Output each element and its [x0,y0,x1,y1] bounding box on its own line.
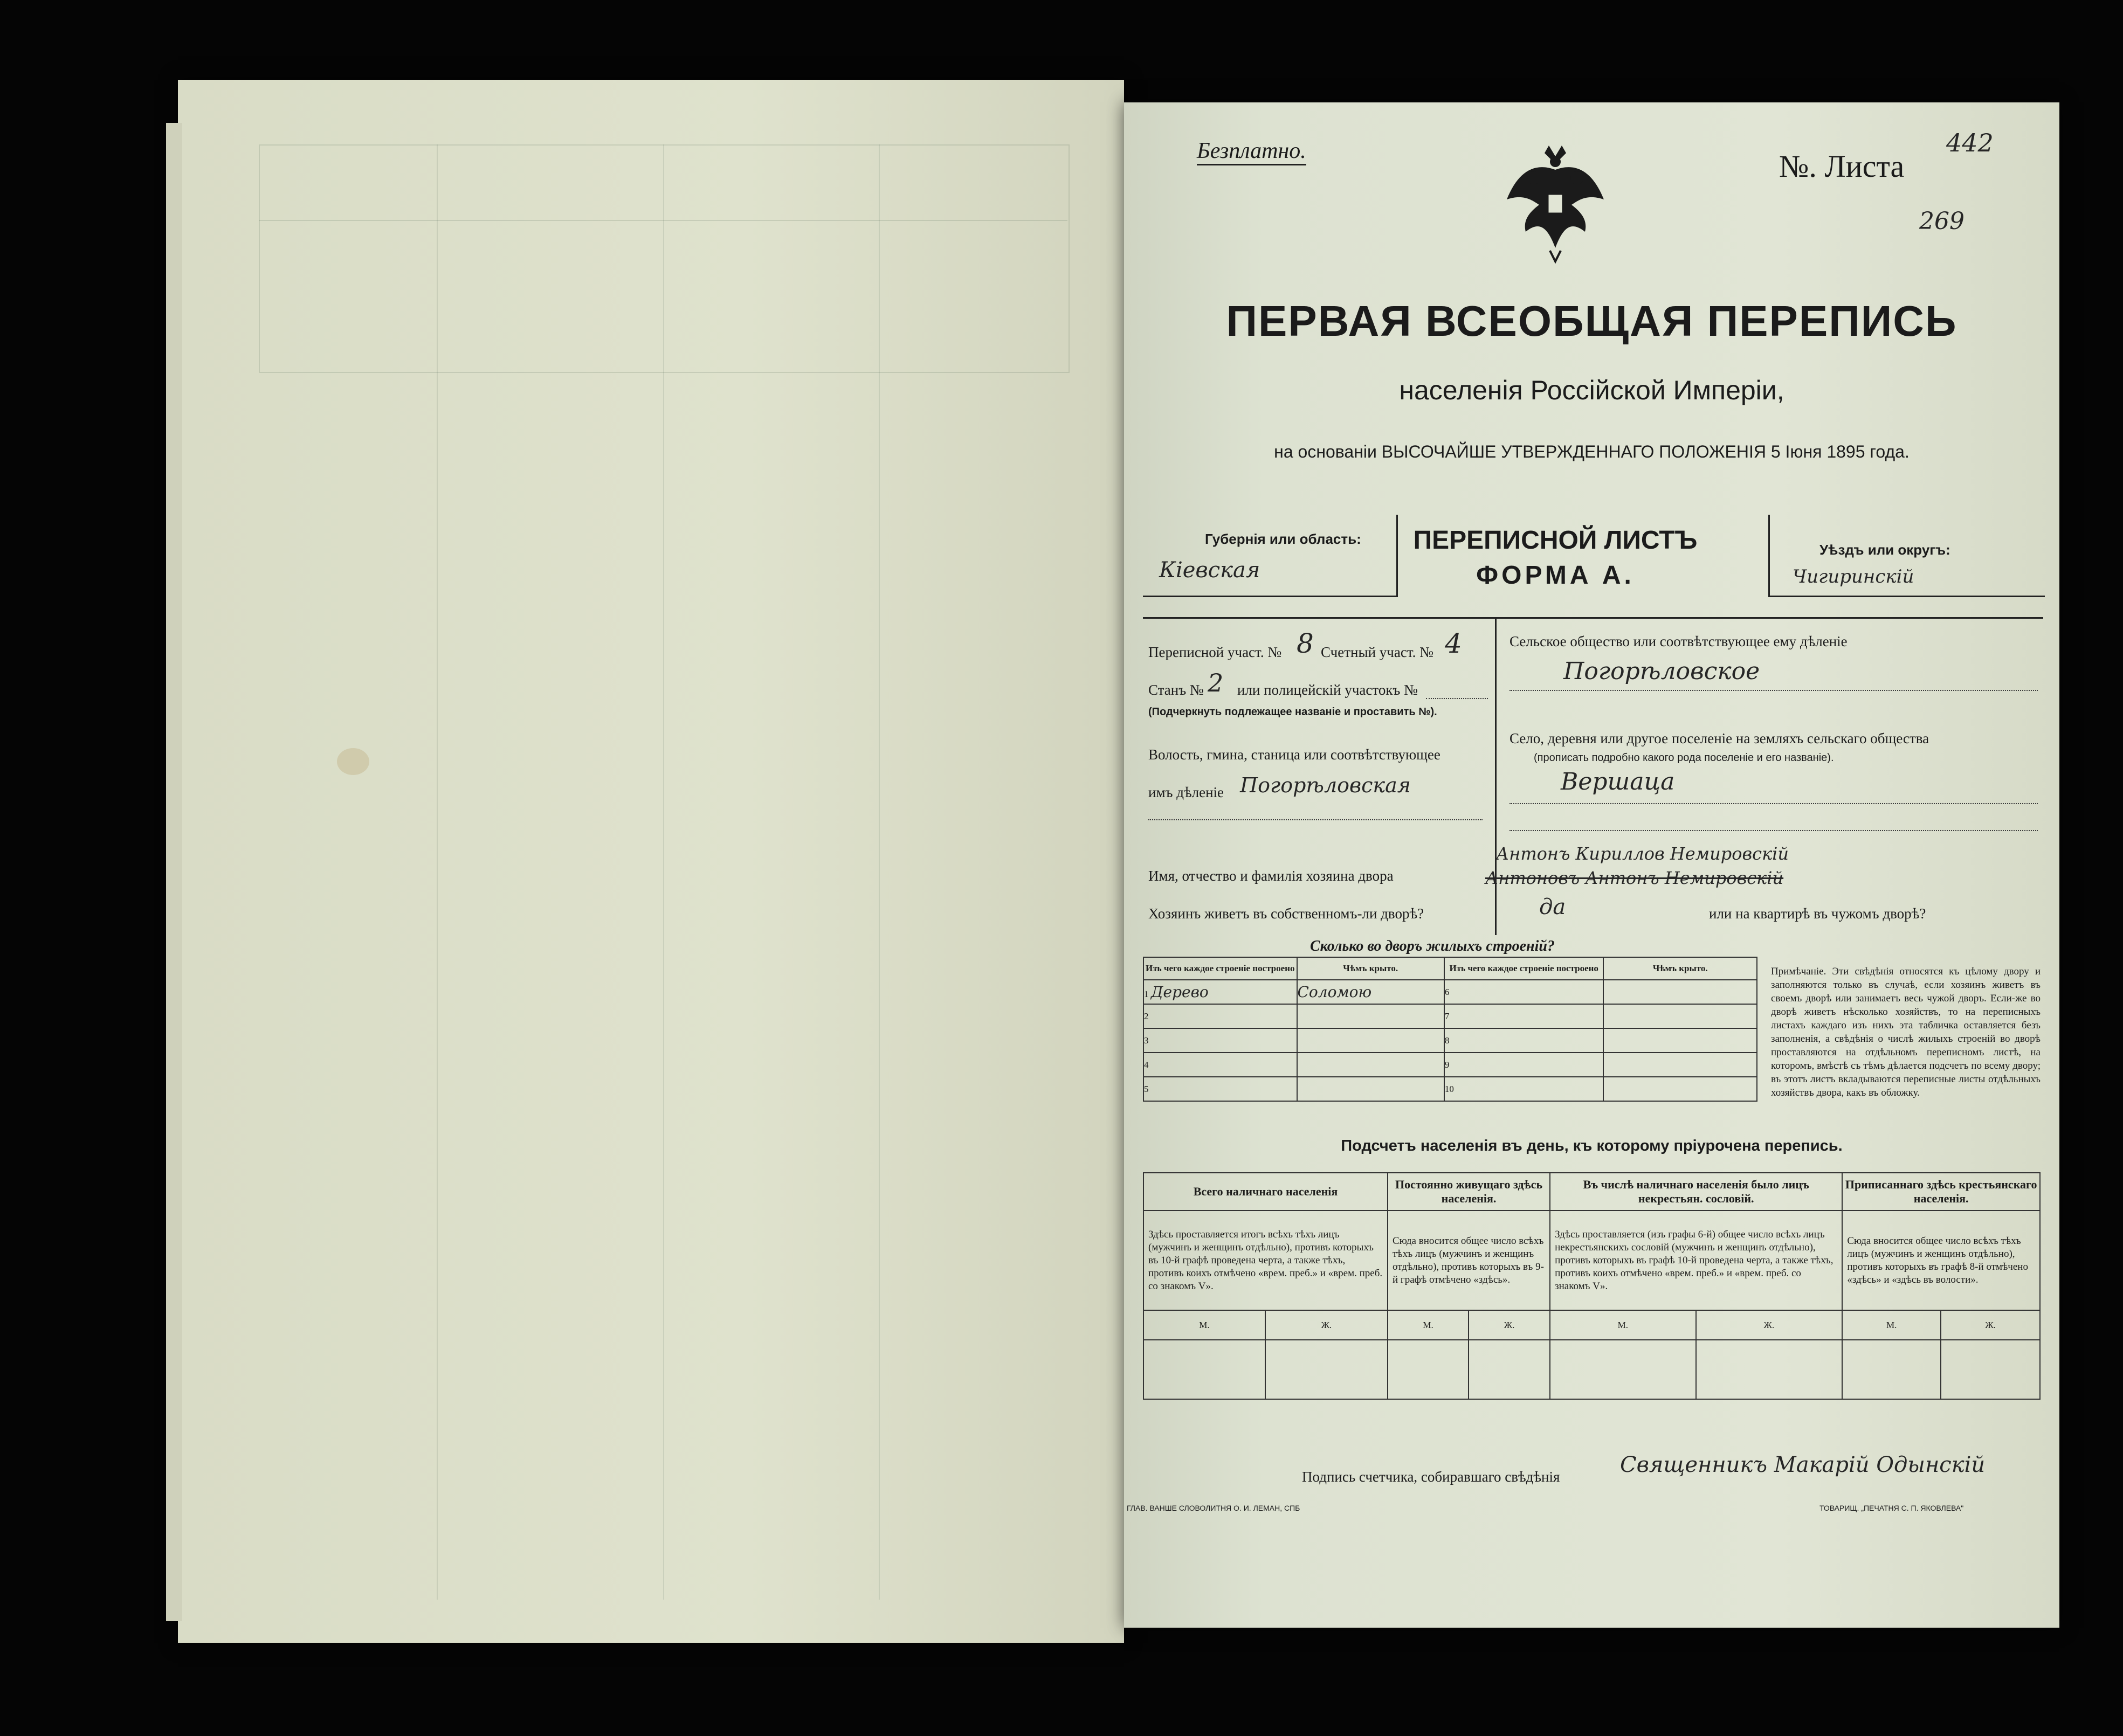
sheet-number-extra: 269 [1919,208,1965,235]
selskoe-label: Сельское общество или соотвѣтствующее ему дѣленіе [1509,633,1848,649]
police-label: или полицейскій участокъ № [1237,682,1418,698]
uezd-label: Уѣздъ или округъ: [1819,542,1950,558]
count-header-permanent: Постоянно живущаго здѣсь населенія. [1388,1173,1550,1211]
sex-m: М. [1388,1310,1469,1340]
basis-line: на основаніи ВЫСОЧАЙШЕ УТВЕРЖДЕННАГО ПОЛОЖЕНІЯ 5 Іюня 1895 года. [1274,442,1910,461]
population-count-table [1143,1172,2041,1400]
selskoe-value: Погорѣловское [1563,658,1760,685]
roof-cell [1603,980,1757,1004]
count-cell [1265,1340,1388,1399]
rented-label: или на квартирѣ въ чужомъ дворѣ? [1709,905,1926,922]
count-desc-registered: Сюда вносится общее число всѣхъ тѣхъ лицъ (мужчинъ и женщинъ отдѣльно), противъ которыхъ въ графѣ 8-й отмѣчено «здѣсь» и «здѣсь въ волости». [1842,1211,2040,1310]
count-title: Подсчетъ населенія въ день, къ которому пріурочена перепись. [1341,1137,1843,1154]
sex-f: Ж. [1469,1310,1550,1340]
sheet-number-label: №. Листа [1779,149,1905,184]
signature-value: Священникъ Макарій Одынскій [1620,1453,1986,1477]
row1-roof: Соломою [1297,980,1444,1004]
row1-material: Дерево [1150,983,1209,1001]
selo-value: Вершаца [1561,768,1675,796]
bleed-through-rule [437,144,438,1600]
roof-cell [1603,1004,1757,1028]
building-row-4: 4 [1143,1053,1297,1077]
form-title: ФОРМА А. [1476,561,1635,590]
sex-m: М. [1143,1310,1265,1340]
count-header-total: Всего наличнаго населенія [1143,1173,1388,1211]
roof-header: Чѣмъ крыто. [1297,957,1444,980]
perepis-uchast-value: 8 [1297,628,1314,659]
building-row-6: 6 [1444,980,1604,1004]
roof-cell [1603,1077,1757,1101]
free-label: Безплатно. [1197,138,1306,165]
count-cell [1388,1340,1469,1399]
underline-note: (Подчеркнуть подлежащее названіе и проставить №). [1148,706,1437,718]
census-form-page [1124,102,2059,1628]
count-cell [1941,1340,2040,1399]
perepis-uchast-label: Переписной участ. № [1148,644,1282,660]
imperial-eagle-icon [1501,140,1609,264]
left-page [178,80,1124,1643]
selo-label: Село, деревня или другое поселеніе на земляхъ сельскаго общества [1509,730,1929,746]
selo-line-2 [1509,830,2038,831]
buildings-note: Примѣчаніе. Эти свѣдѣнія относятся къ цѣлому двору и заполняются только въ случаѣ, если хозяинъ живетъ въ своемъ дворѣ или занимаетъ весь чужой дворъ. Если-же во дворѣ живетъ нѣсколько хозяйствъ, то на переписныхъ листахъ каждаго изъ нихъ эта табличка оставляется безъ заполненія, а свѣдѣнія о числѣ жилыхъ строеній во дворѣ проставляются на отдѣльномъ переписномъ листѣ, на которомъ, вмѣстѣ съ тѣмъ дѣлается подсчетъ по всему двору; въ этотъ листъ вкладываются переписные листы отдѣльныхъ хозяйствъ двора, какъ въ обложку. [1771,966,2041,1098]
building-row-7: 7 [1444,1004,1604,1028]
count-cell [1469,1340,1550,1399]
guberniya-box [1143,515,1398,597]
roof-cell [1297,1028,1444,1053]
count-cell [1550,1340,1695,1399]
volost-label: Волость, гмина, станица или соотвѣтствующее [1148,746,1440,763]
guberniya-label: Губернія или область: [1205,531,1361,547]
roof-cell [1297,1004,1444,1028]
field-area-top-rule [1143,617,2043,619]
sex-f: Ж. [1941,1310,2040,1340]
building-row-5: 5 [1143,1077,1297,1101]
selskoe-line [1509,690,2038,691]
subtitle: населенія Россійской Имперіи, [1399,375,1784,405]
bleed-through-rule [879,144,880,1600]
count-desc-total: Здѣсь проставляется итогъ всѣхъ тѣхъ лицъ (мужчинъ и женщинъ отдѣльно), противъ которыхъ въ 10-й графѣ проведена черта, а также тѣхъ, противъ коихъ отмѣчено «врем. преб.» и «врем. преб. со знакомъ V». [1143,1211,1388,1310]
sheet-title: ПЕРЕПИСНОЙ ЛИСТЪ [1413,526,1698,555]
stan-value: 2 [1208,668,1224,697]
sex-m: М. [1550,1310,1695,1340]
sex-f: Ж. [1696,1310,1843,1340]
roof-cell [1603,1028,1757,1053]
main-title: ПЕРВАЯ ВСЕОБЩАЯ ПЕРЕПИСЬ [1226,297,1957,345]
roof-header-2: Чѣмъ крыто. [1603,957,1757,980]
count-cell [1842,1340,1941,1399]
volost-label-2: имъ дѣленіе [1148,784,1224,800]
guberniya-value: Кіевская [1159,558,1260,583]
building-row-1: 1 Дерево [1143,980,1297,1004]
volost-value: Погорѣловская [1240,773,1411,797]
bleed-through-table [259,144,1070,373]
count-header-nonpeasant: Въ числѣ наличнаго населенія было лицъ некрестьян. сословій. [1550,1173,1842,1211]
selo-line [1509,803,2038,804]
building-row-9: 9 [1444,1053,1604,1077]
schet-uchast-value: 4 [1445,628,1462,659]
sheet-number-value: 442 [1946,128,1994,157]
printer-right: ТОВАРИЩ. „ПЕЧАТНЯ С. П. ЯКОВЛЕВА" [1819,1504,1964,1512]
material-header: Изъ чего каждое строеніе построено [1143,957,1297,980]
buildings-label: Сколько во дворъ жилыхъ строеній? [1310,938,1555,955]
count-desc-permanent: Сюда вносится общее число всѣхъ тѣхъ лицъ (мужчинъ и женщинъ отдѣльно), противъ которыхъ въ 9-й графѣ отмѣчено «здѣсь». [1388,1211,1550,1310]
count-cell [1696,1340,1843,1399]
building-row-3: 3 [1143,1028,1297,1053]
owner-label: Имя, отчество и фамилія хозяина двора [1148,868,1394,884]
buildings-table [1143,957,1757,1102]
building-row-10: 10 [1444,1077,1604,1101]
uezd-value: Чигиринскій [1793,566,1914,587]
building-row-8: 8 [1444,1028,1604,1053]
paper-stain [337,748,369,775]
own-yard-label: Хозяинъ живетъ въ собственномъ-ли дворѣ? [1148,905,1424,922]
stan-label: Станъ № [1148,682,1204,698]
volost-extra-line [1148,819,1483,820]
bleed-through-rule [663,144,664,1600]
police-value-line [1426,698,1488,699]
roof-cell [1297,1077,1444,1101]
roof-cell [1297,1053,1444,1077]
page-edge [166,123,182,1621]
owner-struck-value: Антоновъ Антонъ Немировскій [1485,868,1784,888]
selo-note: (прописать подробно какого рода поселеніе и его названіе). [1534,752,1834,764]
count-desc-nonpeasant: Здѣсь проставляется (изъ графы 6-й) общее число всѣхъ лицъ некрестьянскихъ сословій (мужчинъ и женщинъ отдѣльно), противъ которыхъ въ графѣ 10-й проведена черта, а также тѣхъ, противъ коихъ отмѣчено «врем. преб.» и «врем. преб. со знакомъ V». [1550,1211,1842,1310]
building-row-2: 2 [1143,1004,1297,1028]
own-yard-value: да [1539,895,1566,919]
signature-label: Подпись счетчика, собиравшаго свѣдѣнія [1302,1469,1560,1485]
roof-cell [1603,1053,1757,1077]
printer-left: ГЛАВ. ВАНШЕ СЛОВОЛИТНЯ О. И. ЛЕМАН, СПБ [1127,1504,1300,1512]
sex-m: М. [1842,1310,1941,1340]
count-header-registered: Приписаннаго здѣсь крестьянскаго населенія. [1842,1173,2040,1211]
count-cell [1143,1340,1265,1399]
material-header-2: Изъ чего каждое строеніе построено [1444,957,1604,980]
owner-value: Антонъ Кириллов Немировскій [1496,843,1789,864]
schet-uchast-label: Счетный участ. № [1321,644,1433,660]
sex-f: Ж. [1265,1310,1388,1340]
